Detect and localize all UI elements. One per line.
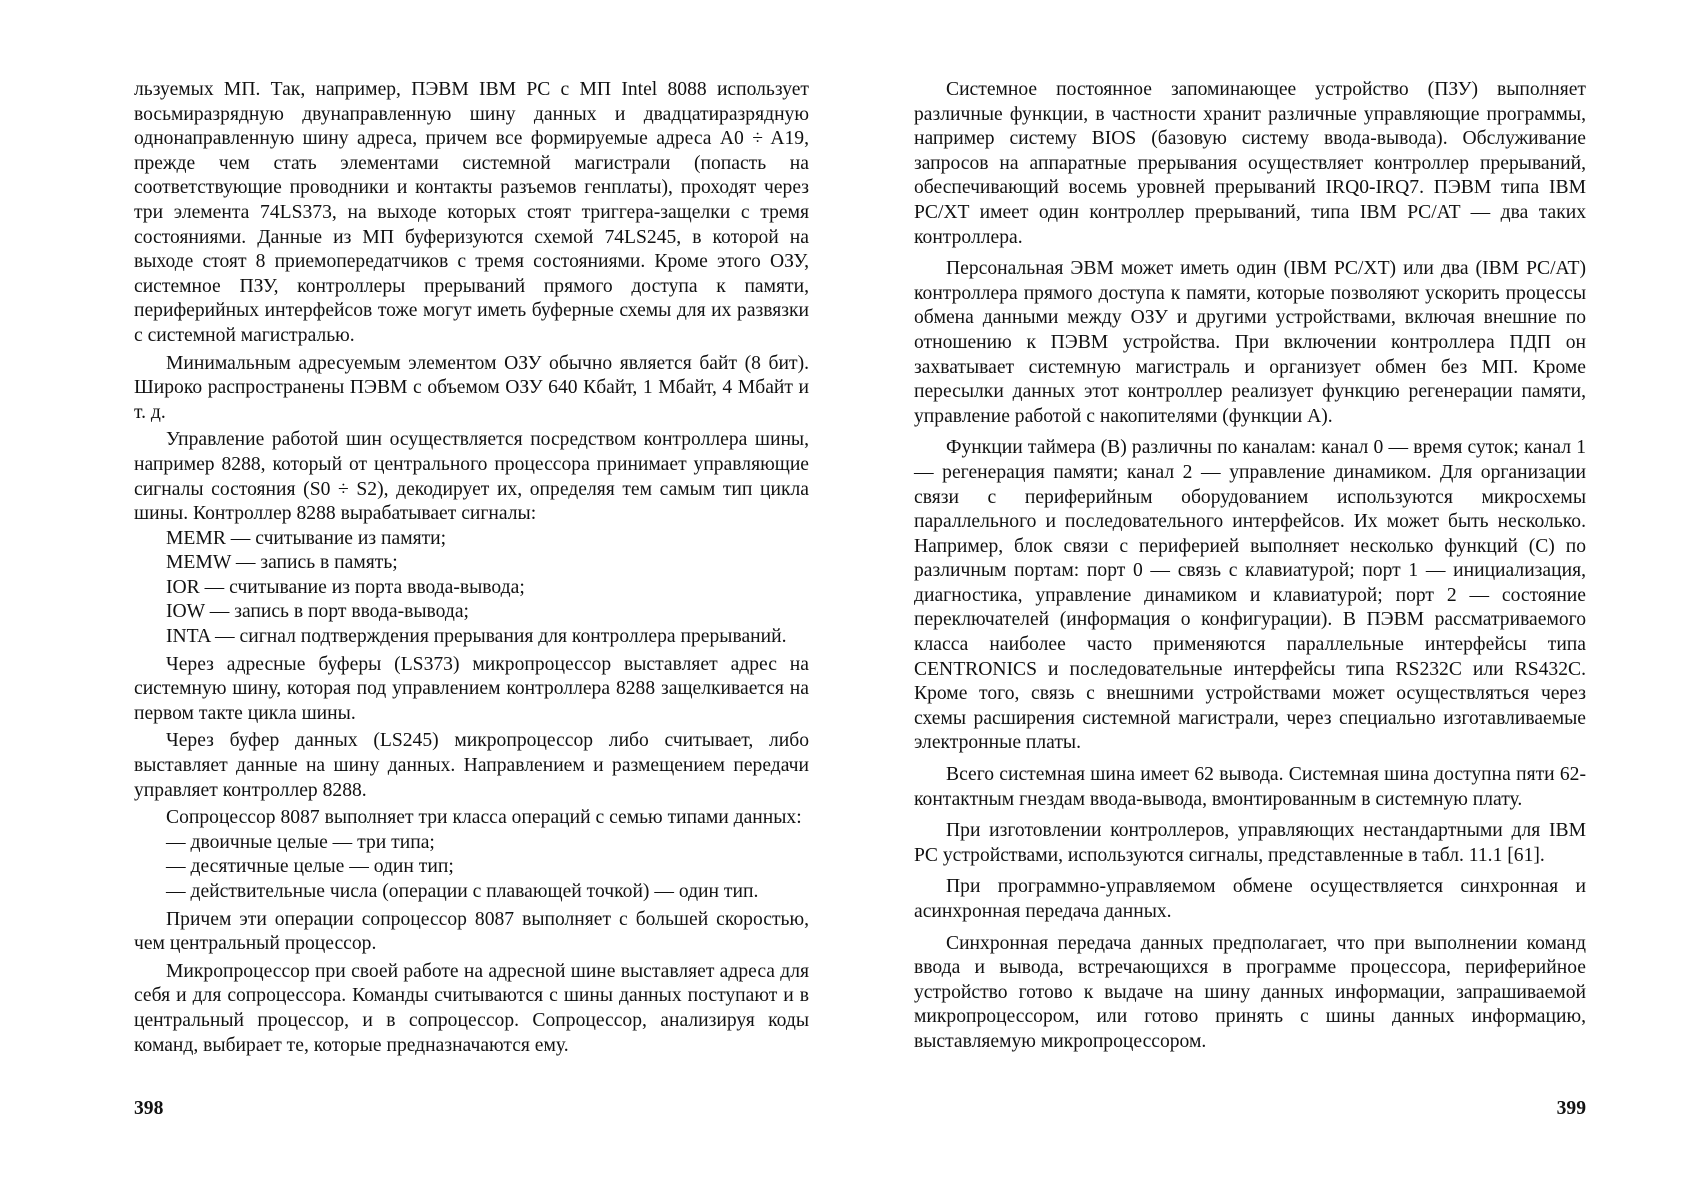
- signal-list-item: MEMR — считывание из памяти;: [166, 527, 447, 549]
- type-list-item: — десятичные целые — один тип;: [166, 856, 454, 878]
- signal-list-item: MEMW — запись в память;: [166, 552, 398, 574]
- paragraph: При программно-управляемом обмене осуществляется синхронная и асинхронная передача данных.: [914, 876, 1586, 922]
- signal-list-item: INTA — сигнал подтверждения прерывания для контроллера прерываний.: [166, 626, 787, 648]
- paragraph: Персональная ЭВМ может иметь один (IBM PC/XT) или два (IBM PC/AT) контроллера прямого доступа к памяти, которые позволяют ускорить процессы обмена данными между ОЗУ и другими устройствами, включая внешние по отношению к ПЭВМ устройства. При включении контроллера ПДП он захватывает системную магистраль и организует обмен без МП. Кроме пересылки данных этот контроллер реализует функцию регенерации памяти, управление работой с накопителями (функции А).: [914, 258, 1586, 427]
- paragraph: При изготовлении контроллеров, управляющих нестандартными для IBM PC устройствами, используются сигналы, представленные в табл. 11.1 [61].: [914, 820, 1586, 866]
- paragraph: Функции таймера (В) различны по каналам: канал 0 — время суток; канал 1 — регенерация памяти; канал 2 — управление динамиком. Для организации связи с периферийным оборудованием используются микросхемы параллельного и последовательного интерфейсов. Их может быть несколько. Например, блок связи с периферией выполняет несколько функций (С) по различным портам: порт 0 — связь с клавиатурой; порт 1 — инициализация, диагностика, управление динамиком и клавиатурой; порт 2 — состояние переключателей (информация о конфигурации). В ПЭВМ рассматриваемого класса наиболее часто применяются параллельные интерфейсы типа CENTRONICS и последовательные интерфейсы типа RS232C или RS432C. Кроме того, связь с внешними устройствами может осуществляться через схемы расширения системной магистрали, через специально изготавливаемые электронные платы.: [914, 437, 1586, 754]
- right-text-column: [914, 78, 1586, 1119]
- page-number: 398: [134, 1098, 164, 1119]
- paragraph: Через адресные буферы (LS373) микропроцессор выставляет адрес на системную шину, которая под управлением контроллера 8288 защелкивается на первом такте цикла шины.: [134, 653, 809, 724]
- paragraph: Минимальным адресуемым элементом ОЗУ обычно является байт (8 бит). Широко распространены ПЭВМ с объемом ОЗУ 640 Кбайт, 1 Мбайт, 4 Мбайт и т. д.: [134, 352, 809, 423]
- type-list-item: — действительные числа (операции с плавающей точкой) — один тип.: [166, 881, 759, 902]
- paragraph: Всего системная шина имеет 62 вывода. Системная шина доступна пяти 62-контактным гнездам ввода-вывода, вмонтированным в системную плату.: [914, 764, 1586, 810]
- paragraph: льзуемых МП. Так, например, ПЭВМ IBM PC с МП Intel 8088 использует восьмиразрядную двунаправленную шину данных и двадцатиразрядную однонаправленную шину адреса, причем все формируемые адреса A0 ÷ A19, прежде чем стать элементами системной магистрали (попасть на соответствующие проводники и контакты разъемов генплаты), проходят через три элемента 74LS373, на выходе которых стоят триггера-защелки с тремя состояниями. Данные из МП буферизуются схемой 74LS245, в которой на выходе стоят 8 приемопередатчиков с тремя состояниями. Кроме этого ОЗУ, системное ПЗУ, контроллеры прерываний прямого доступа к памяти, периферийных интерфейсов тоже могут иметь буферные схемы для их развязки с системной магистралью.: [134, 79, 809, 346]
- paragraph: Синхронная передача данных предполагает, что при выполнении команд ввода и вывода, встречающихся в программе процессора, периферийное устройство готово к выдаче на шину данных информации, запрашиваемой микропроцессором, или готово принять с шины данных информацию, выставляемую микропроцессором.: [914, 932, 1586, 1052]
- page-number: 399: [1556, 1098, 1586, 1119]
- paragraph: Причем эти операции сопроцессор 8087 выполняет с большей скоростью, чем центральный процессор.: [134, 908, 809, 955]
- paragraph: Сопроцессор 8087 выполняет три класса операций с семью типами данных:: [166, 807, 802, 829]
- type-list-item: — двоичные целые — три типа;: [166, 831, 435, 853]
- left-text-column: [134, 78, 809, 1119]
- paragraph: Через буфер данных (LS245) микропроцессор либо считывает, либо выставляет данные на шину данных. Направлением и размещением передачи управляет контроллер 8288.: [134, 730, 809, 801]
- paragraph: Системное постоянное запоминающее устройство (ПЗУ) выполняет различные функции, в частности хранит различные управляющие программы, например систему BIOS (базовую систему ввода-вывода). Обслуживание запросов на аппаратные прерывания осуществляет контроллер прерываний, обеспечивающий восемь уровней прерываний IRQ0-IRQ7. ПЭВМ типа IBM PC/XT имеет один контроллер прерываний, типа IBM PC/AT — два таких контроллера.: [914, 79, 1586, 248]
- signal-list-item: IOR — считывание из порта ввода-вывода;: [166, 576, 525, 598]
- signal-list-item: IOW — запись в порт ввода-вывода;: [166, 601, 469, 623]
- paragraph: Управление работой шин осуществляется посредством контроллера шины, например 8288, который от центрального процессора принимает управляющие сигналы состояния (S0 ÷ S2), декодирует их, определяя тем самым тип цикла шины. Контроллер 8288 вырабатывает сигналы:: [134, 429, 809, 525]
- right-page: [914, 78, 1586, 1119]
- left-page: [134, 78, 809, 1119]
- paragraph: Микропроцессор при своей работе на адресной шине выставляет адреса для себя и для сопроцессора. Команды считываются с шины данных поступают и в центральный процессор, и в сопроцессор. Сопроцессор, анализируя коды команд, выбирает те, которые предназначаются ему.: [134, 960, 809, 1056]
